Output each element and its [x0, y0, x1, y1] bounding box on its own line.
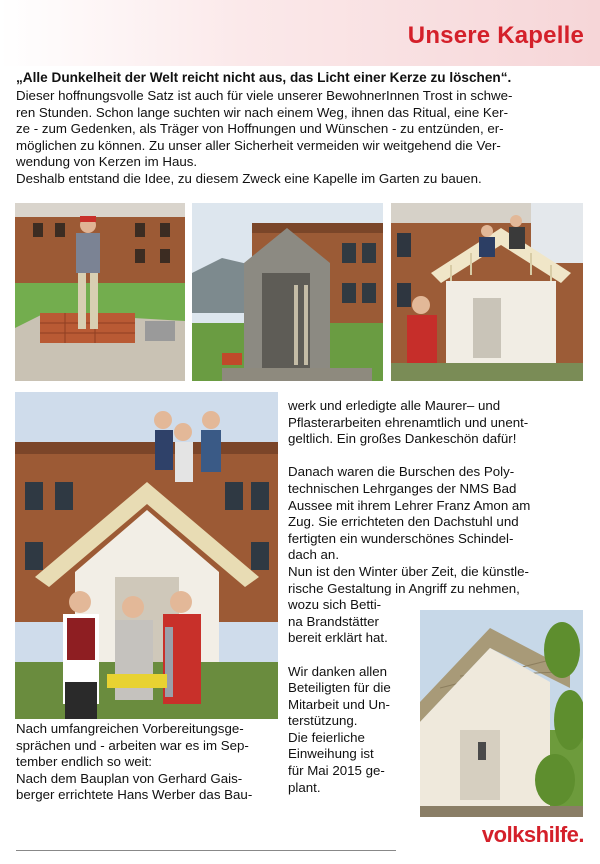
bottom-column-text: Nach umfangreichen Vorbereitungsge- sprächen und - arbeiten war es im Sep- tember endlich so weit: Nach dem Bauplan von Gerhard Gais- berger errichtete Hans Werber das Bau-: [16, 721, 253, 803]
photo-roof-frame: [391, 203, 583, 381]
photo-bricklaying: [15, 203, 185, 381]
page-title: Unsere Kapelle: [407, 22, 584, 49]
photo-concrete-shell: [192, 203, 383, 381]
quote-text: „Alle Dunkelheit der Welt reicht nicht aus, das Licht einer Kerze zu löschen“.: [16, 70, 512, 85]
footer-divider: [16, 850, 396, 851]
volkshilfe-logo: volkshilfe.: [481, 822, 584, 847]
intro-paragraph: Dieser hoffnungsvolle Satz ist auch für viele unserer BewohnerInnen Trost in schwe- ren Stunden. Schon lange suchten wir nach einem Weg, ihnen das Ritual, eine Ker- ze - zum Gedenken, als Träger von Hoffnungen und Wünschen - zu entzünden, er- möglichen zu können. Zu unser aller Sicherheit vermeiden wir weitgehend die Ver- wendung von Kerzen im Haus. Deshalb entstand die Idee, zu diesem Zweck eine Kapelle im Garten zu bauen.: [16, 88, 513, 186]
right-column-text: werk und erledigte alle Maurer– und Pflasterarbeiten ehrenamtlich und unent- geltlich. Ein großes Dankeschön dafür! Danach waren die Burschen des Poly- technischen Lehrganges der NMS Bad Aussee mit ihrem Lehrer Franz Amon am Zug. Sie errichteten den Dachstuhl und fertigten ein wunderschönes Schindel- dach an. Nun ist den Winter über Zeit, die künstle- rische Gestaltung in Angriff zu nehmen, wozu sich Betti- na Brandstätter bereit erklärt hat. Wir danken allen Beteiligten für die Mitarbeit und Un- terstützung. Die feierliche Einweihung ist für Mai 2015 ge- plant.: [288, 398, 531, 795]
photo-chapel-group: [15, 392, 278, 719]
